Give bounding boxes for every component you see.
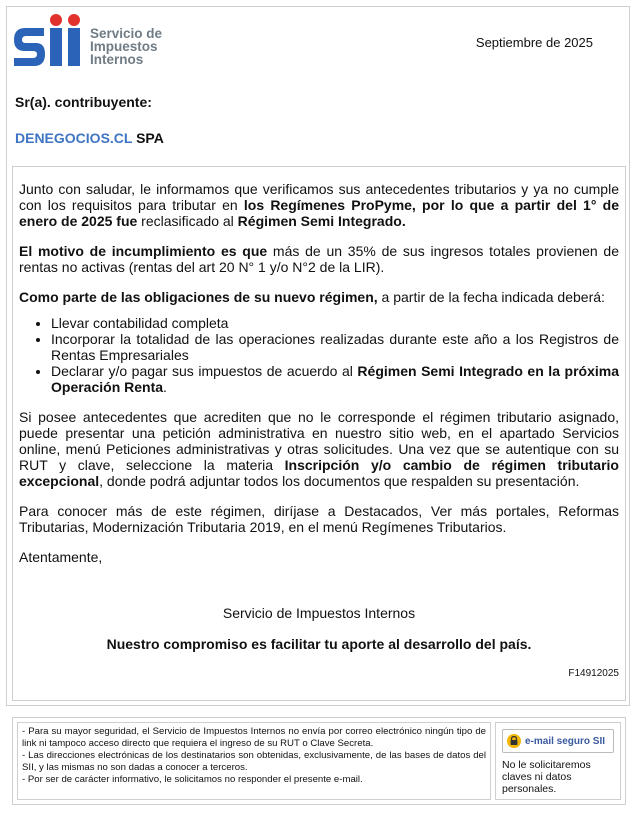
letter-date: Septiembre de 2025 [475, 35, 593, 50]
logo-text: Servicio de Impuestos Internos [90, 26, 163, 67]
company-name: DENEGOCIOS.CL SPA [15, 130, 164, 146]
footer [12, 717, 626, 805]
secure-email-box [495, 722, 621, 800]
paragraph-obligations: Como parte de las obligaciones de su nuevo régimen, a partir de la fecha indicada deberá: [19, 289, 605, 305]
sii-logo-mark [14, 14, 90, 72]
paragraph-reason: El motivo de incumplimiento es que más de un 35% de sus ingresos totales provienen de rentas no activas (rentas del art 20 N° 1 y/o N°2 de la LIR). [19, 243, 619, 275]
document-code: F14912025 [568, 668, 619, 679]
disclaimer-line: - Las direcciones electrónicas de los destinatarios son obtenidas, exclusivamente, de las bases de datos del SII, y las mismas no son dadas a conocer a terceros. [22, 750, 486, 773]
obligations-list [19, 315, 619, 395]
list-item: • Incorporar la totalidad de las operaciones realizadas durante este año a los Registros de Rentas Empresariales [51, 331, 619, 363]
closing: Atentamente, [19, 549, 103, 565]
letter-body [12, 166, 626, 701]
lock-icon [507, 734, 521, 748]
secure-email-note: No le solicitaremos claves ni datos personales. [502, 759, 591, 795]
disclaimer-line: - Para su mayor seguridad, el Servicio de Impuestos Internos no envía por correo electrónico ningún tipo de link ni tampoco acceso directo que requiera el ingreso de su RUT o Clave Secreta. [22, 726, 486, 749]
disclaimer-line: - Por ser de carácter informativo, le solicitamos no responder el presente e-mail. [22, 774, 363, 785]
secure-email-label: e-mail seguro SII [525, 735, 606, 747]
list-item: • Llevar contabilidad completa [51, 315, 619, 331]
signature-org: Servicio de Impuestos Internos [222, 605, 416, 621]
paragraph-more-info: Para conocer más de este régimen, diríjase a Destacados, Ver más portales, Reformas Tributarias, Modernización Tributaria 2019, en el menú Regímenes Tributarios. [19, 503, 619, 535]
disclaimer-box [17, 722, 491, 800]
paragraph-notice: Junto con saludar, le informamos que verificamos sus antecedentes tributarios y ya no cumple con los requisitos para tributar en los Regímenes ProPyme, por lo que a partir del 1° de enero de 2025 fue reclasificado al Régimen Semi Integrado. [19, 181, 619, 229]
paragraph-petition: Si posee antecedentes que acrediten que no le corresponde el régimen tributario asignado, puede presentar una petición administrativa en nuestro sitio web, en el apartado Servicios online, menú Peticiones administrativas y otras solicitudes. Una vez que se autentique con su RUT y clave, seleccione la materia Inscripción y/o cambio de régimen tributario excepcional, donde podrá adjuntar todos los documentos que respalden su presentación. [19, 409, 619, 489]
greeting: Sr(a). contribuyente: [15, 94, 152, 110]
list-item: • Declarar y/o pagar sus impuestos de acuerdo al Régimen Semi Integrado en la próxima Operación Renta. [51, 363, 619, 395]
slogan: Nuestro compromiso es facilitar tu aporte al desarrollo del país. [106, 636, 532, 652]
company-link[interactable]: DENEGOCIOS.CL [15, 130, 133, 146]
secure-email-badge [502, 729, 614, 753]
